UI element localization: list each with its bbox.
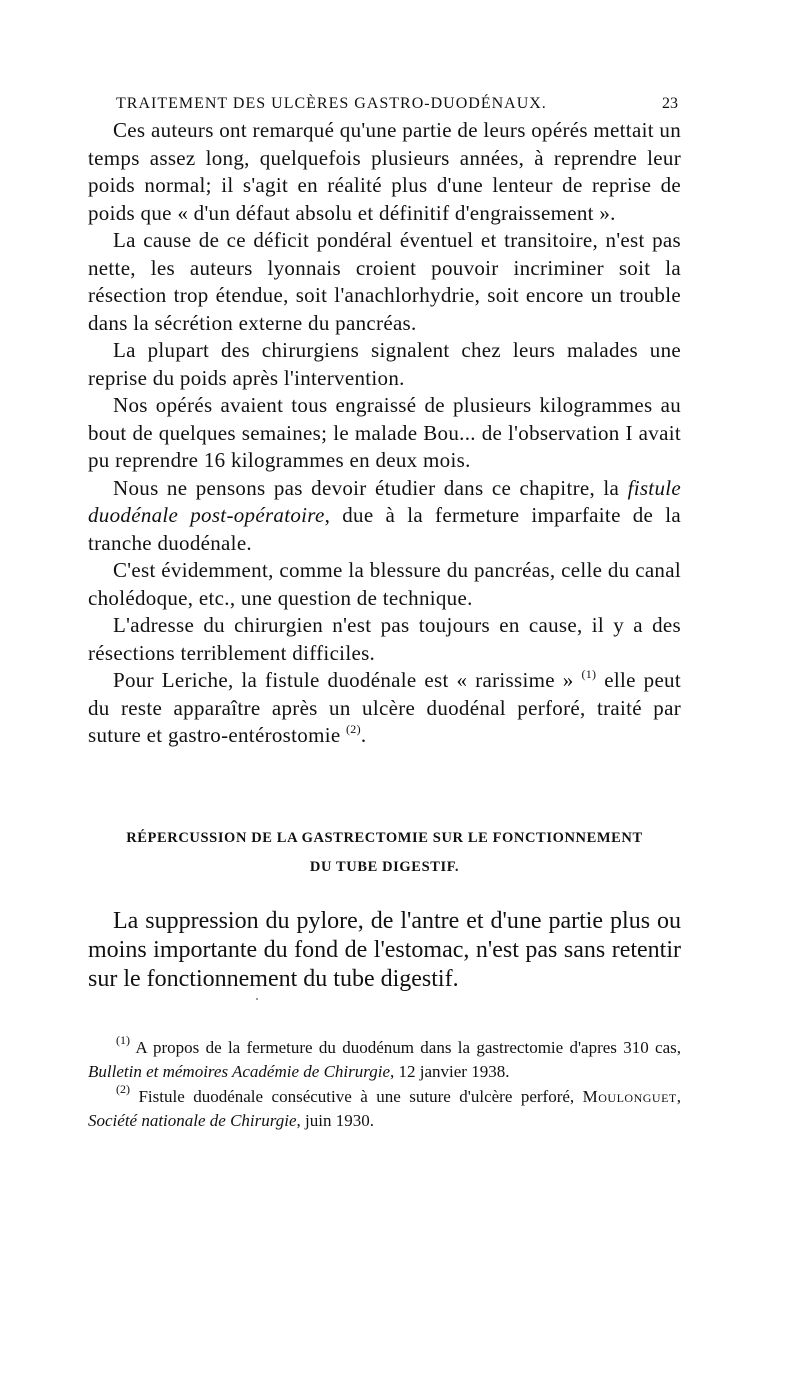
separator-dot xyxy=(256,998,258,1000)
paragraph: C'est évidemment, comme la blessure du pancréas, celle du canal cholédoque, etc., une question de technique. xyxy=(88,558,681,610)
footnote-ref: (1) xyxy=(581,667,597,681)
footnote xyxy=(88,1081,681,1134)
footnote-source: Société nationale de Chirurgie xyxy=(88,1111,297,1130)
footnote-text: Fistule duodénale consécutive à une suture d'ulcère perforé, xyxy=(130,1086,583,1106)
section-heading-line: DU TUBE DIGESTIF. xyxy=(309,858,460,875)
paragraph: Nos opérés avaient tous engraissé de plusieurs kilogrammes au bout de quelques semaines; le malade Bou... de l'observation I avait pu reprendre 16 kilogrammes en deux mois. xyxy=(88,393,681,472)
footnote-text: , juin 1930. xyxy=(296,1111,374,1130)
page xyxy=(88,95,681,1134)
paragraph-text: elle peut du reste apparaître après un ulcère duodénal perforé, traité par suture et gastro-entérostomie xyxy=(88,668,681,747)
paragraph-text: . xyxy=(360,723,367,747)
paragraph: La plupart des chirurgiens signalent chez leurs malades une reprise du poids après l'intervention. xyxy=(88,338,681,390)
section-heading xyxy=(88,824,681,882)
footnote-author: Moulonguet xyxy=(582,1086,677,1106)
footnote xyxy=(88,1032,681,1085)
italic-term: fistule duodénale post-opératoire xyxy=(88,475,681,527)
section-heading-line: RÉPERCUSSION DE LA GASTRECTOMIE SUR LE FONCTIONNEMENT xyxy=(126,829,643,846)
paragraph: L'adresse du chirurgien n'est pas toujours en cause, il y a des résections terriblement difficiles. xyxy=(88,613,681,665)
footnotes xyxy=(88,1032,681,1134)
footnote-text: A propos de la fermeture du duodénum dans la gastrectomie d'apres 310 cas, xyxy=(130,1037,681,1057)
paragraph-leriche xyxy=(88,667,681,750)
paragraph-fistule xyxy=(88,475,681,558)
footnote-ref: (2) xyxy=(346,722,361,736)
paragraph: La cause de ce déficit pondéral éventuel et transitoire, n'est pas nette, les auteurs lyonnais croient pouvoir incriminer soit la résection trop étendue, soit l'anachlorhydrie, soit encore un trouble dans la sécrétion externe du pancréas. xyxy=(88,228,681,335)
footnote-text: , 12 janvier 1938. xyxy=(390,1062,510,1081)
running-title: TRAITEMENT DES ULCÈRES GASTRO-DUODÉNAUX. xyxy=(116,95,547,112)
footnote-mark: (2) xyxy=(116,1081,130,1096)
footnote-source: Bulletin et mémoires Académie de Chirurgie xyxy=(88,1062,390,1081)
footnote-text: , xyxy=(676,1086,681,1106)
paragraph-text: Nous ne pensons pas devoir étudier dans ce chapitre, la xyxy=(113,475,628,500)
lead-paragraph: La suppression du pylore, de l'antre et d'une partie plus ou moins importante du fond de l'estomac, n'est pas sans retentir sur le fonctionnement du tube digestif. xyxy=(88,907,681,992)
running-head xyxy=(116,95,681,113)
paragraph-text: Pour Leriche, la fistule duodénale est « rarissime » xyxy=(113,668,582,692)
paragraph: Ces auteurs ont remarqué qu'une partie de leurs opérés mettait un temps assez long, quelquefois plusieurs années, à reprendre leur poids normal; il s'agit en réalité plus d'une lenteur de reprise de poids que « d'un défaut absolu et définitif d'engraissement ». xyxy=(88,118,681,225)
paragraph-text: , due à la fermeture imparfaite de la tranche duodénale. xyxy=(88,503,681,555)
page-number: 23 xyxy=(662,95,678,112)
footnote-mark: (1) xyxy=(116,1032,130,1047)
